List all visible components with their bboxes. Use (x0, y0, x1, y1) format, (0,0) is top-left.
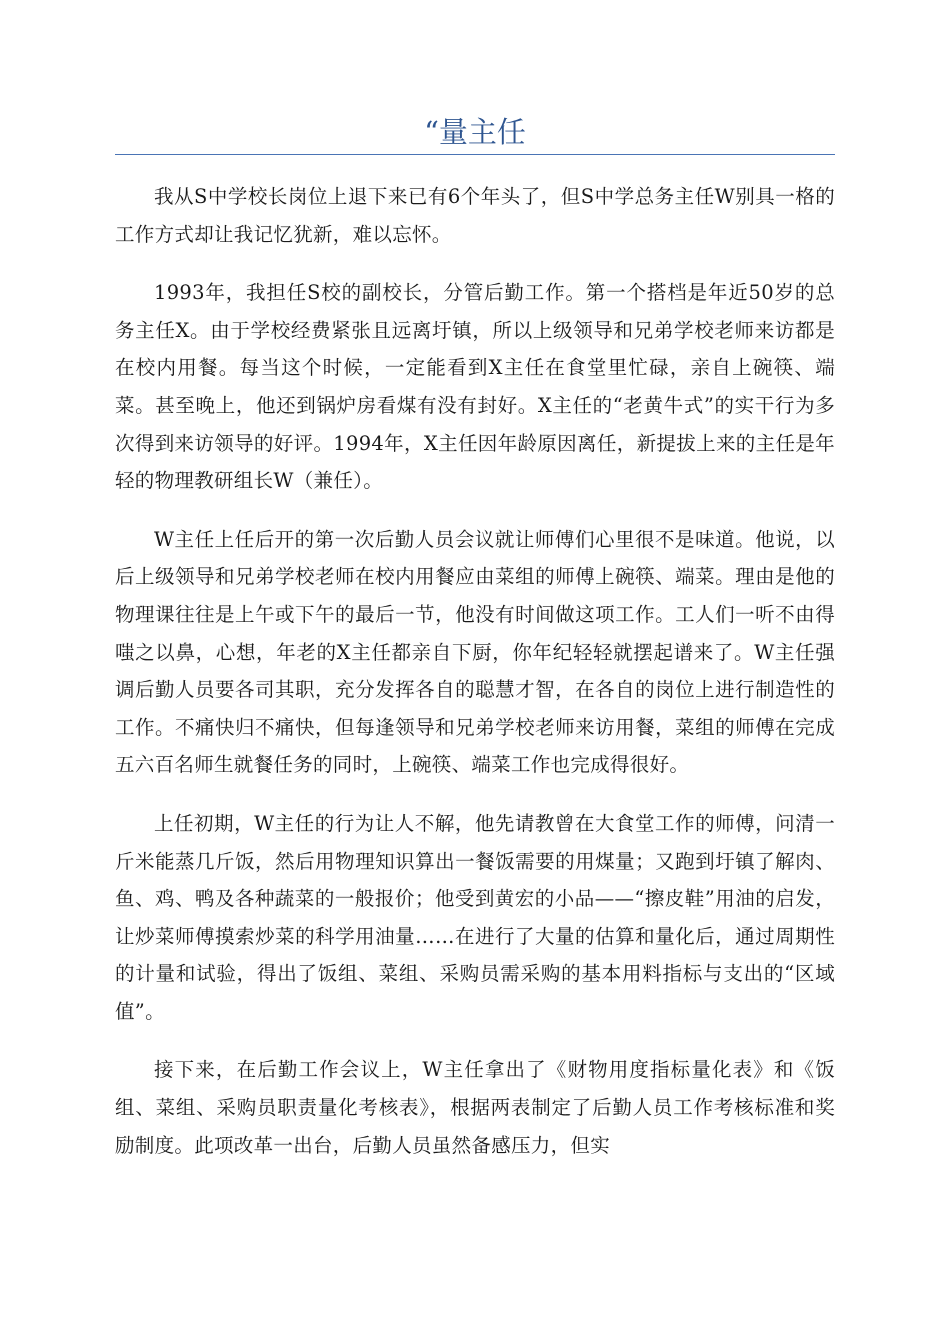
paragraph-5: 接下来，在后勤工作会议上，W主任拿出了《财物用度指标量化表》和《饭组、菜组、采购员职责量化考核表》，根据两表制定了后勤人员工作考核标准和奖励制度。此项改革一出台，后勤人员虽然备感压力，但实 (115, 1058, 835, 1157)
document-title: “量主任 (424, 115, 526, 149)
paragraph-3: W主任上任后开的第一次后勤人员会议就让师傅们心里很不是味道。他说，以后上级领导和兄弟学校老师在校内用餐应由菜组的师傅上碗筷、端菜。理由是他的物理课往往是上午或下午的最后一节，他没有时间做这项工作。工人们一听不由得嗤之以鼻，心想，年老的X主任都亲自下厨，你年纪轻轻就摆起谱来了。W主任强调后勤人员要各司其职，充分发挥各自的聪慧才智，在各自的岗位上进行制造性的工作。不痛快归不痛快，但每逢领导和兄弟学校老师来访用餐，菜组的师傅在完成五六百名师生就餐任务的同时，上碗筷、端菜工作也完成得很好。 (115, 527, 835, 777)
paragraph-1: 我从S中学校长岗位上退下来已有6个年头了，但S中学总务主任W别具一格的工作方式却让我记忆犹新，难以忘怀。 (115, 185, 835, 246)
title-underline (115, 154, 835, 155)
paragraph-4: 上任初期，W主任的行为让人不解，他先请教曾在大食堂工作的师傅，问清一斤米能蒸几斤饭，然后用物理知识算出一餐饭需要的用煤量；又跑到圩镇了解肉、鱼、鸡、鸭及各种蔬菜的一般报价；他受到黄宏的小品——“擦皮鞋”用油的启发，让炒菜师傅摸索炒菜的科学用油量……在进行了大量的估算和量化后，通过周期性的计量和试验，得出了饭组、菜组、采购员需采购的基本用料指标与支出的“区域值”。 (115, 811, 835, 1023)
paragraph-2: 1993年，我担任S校的副校长，分管后勤工作。第一个搭档是年近50岁的总务主任X。由于学校经费紧张且远离圩镇，所以上级领导和兄弟学校老师来访都是在校内用餐。每当这个时候，一定能看到X主任在食堂里忙碌，亲自上碗筷、端菜。甚至晚上，他还到锅炉房看煤有没有封好。X主任的“老黄牛式”的实干行为多次得到来访领导的好评。1994年，X主任因年龄原因离任，新提拔上来的主任是年轻的物理教研组长W（兼任）。 (115, 281, 835, 493)
document-body (115, 178, 835, 1185)
